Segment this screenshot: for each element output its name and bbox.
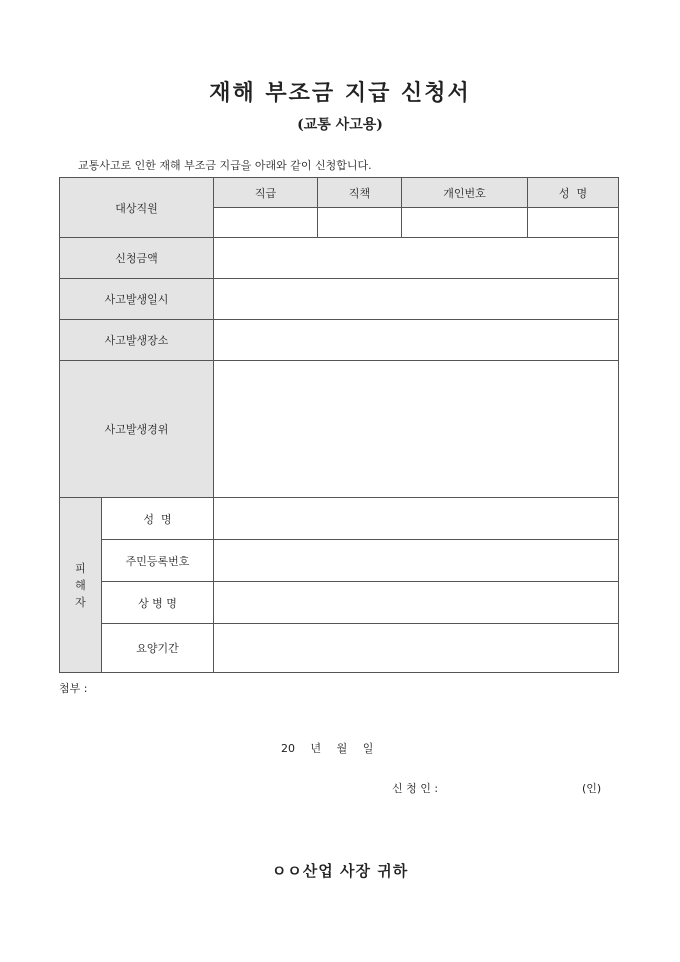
victim-name-label: 성 명: [102, 498, 214, 540]
seal-mark: (인): [582, 782, 602, 795]
name-header: 성 명: [528, 178, 619, 208]
grade-header: 직급: [214, 178, 318, 208]
amount-label: 신청금액: [60, 238, 214, 279]
accident-details-label: 사고발생경위: [60, 361, 214, 498]
position-field[interactable]: [318, 208, 402, 238]
accident-details-field[interactable]: [214, 361, 619, 498]
document-subtitle: (교통 사고용): [297, 117, 383, 133]
target-staff-label: 대상직원: [60, 178, 214, 238]
accident-place-field[interactable]: [214, 320, 619, 361]
position-header: 직책: [318, 178, 402, 208]
accident-datetime-field[interactable]: [214, 279, 619, 320]
addressee: ㅇㅇ산업 사장 귀하: [271, 862, 409, 880]
victim-id-label: 주민등록번호: [102, 540, 214, 582]
amount-field[interactable]: [214, 238, 619, 279]
victim-injury-field[interactable]: [214, 582, 619, 624]
victim-id-field[interactable]: [214, 540, 619, 582]
applicant-label: 신 청 인 :: [392, 782, 439, 795]
accident-datetime-label: 사고발생일시: [60, 279, 214, 320]
victim-period-field[interactable]: [214, 624, 619, 673]
victim-injury-label: 상 병 명: [102, 582, 214, 624]
accident-place-label: 사고발생장소: [60, 320, 214, 361]
victim-name-field[interactable]: [214, 498, 619, 540]
document-title: 재해 부조금 지급 신청서: [209, 80, 471, 106]
victim-period-label: 요양기간: [102, 624, 214, 673]
name-field[interactable]: [528, 208, 619, 238]
intro-text: 교통사고로 인한 재해 부조금 지급을 아래와 같이 신청합니다.: [78, 159, 372, 172]
attachment-label: 첨부 :: [59, 682, 88, 695]
date-line: 20 년 월 일: [281, 742, 374, 755]
application-form-table: [59, 177, 619, 673]
personal-number-header: 개인번호: [402, 178, 528, 208]
personal-number-field[interactable]: [402, 208, 528, 238]
grade-field[interactable]: [214, 208, 318, 238]
victim-label: 피 해 자: [60, 498, 102, 673]
